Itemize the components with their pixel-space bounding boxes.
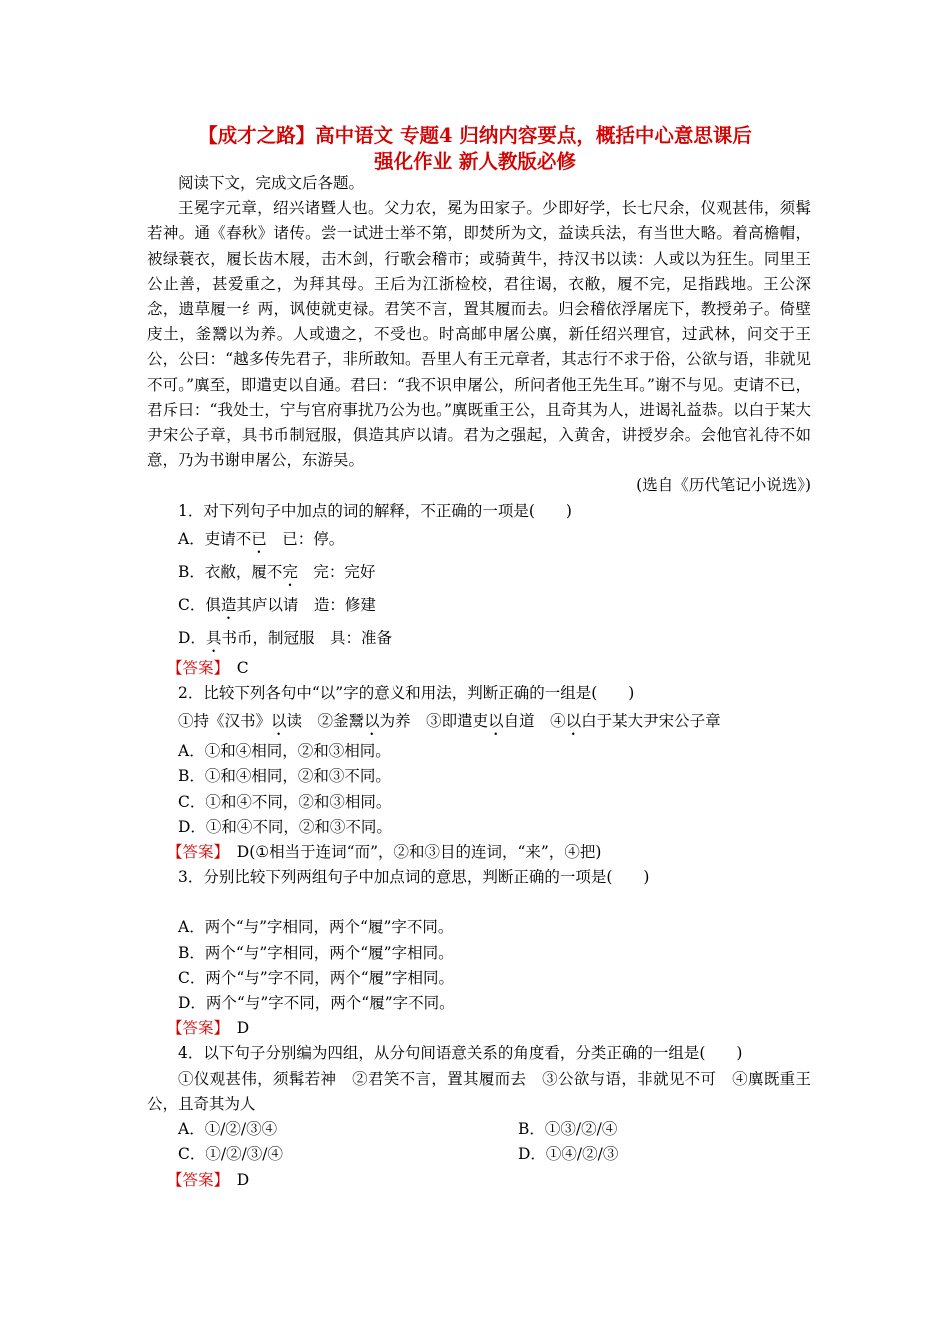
- dotted-word: 以: [271, 712, 287, 731]
- question-4-options-row-2: [147, 1142, 811, 1167]
- question-2-option-c: C．①和④不同，②和③相同。: [178, 792, 392, 811]
- question-1-option-c: C．俱造其庐以请 造：修建: [178, 595, 376, 614]
- question-2-option-a: A．①和④相同，②和③相同。: [178, 742, 391, 761]
- question-2-answer: [147, 840, 811, 865]
- title-line-1: 【成才之路】高中语文 专题4 归纳内容要点，概括中心意思课后: [198, 124, 752, 147]
- question-1-answer: [147, 656, 811, 681]
- question-3-option-c: C．两个“与”字不同，两个“履”字相同。: [178, 968, 455, 987]
- answer-text: D: [236, 1170, 250, 1189]
- answer-label: 【答案】: [167, 843, 222, 862]
- question-4-option-a: A．①/②/③④: [178, 1120, 278, 1139]
- question-4-option-b: B．①③/②/④: [518, 1120, 618, 1139]
- question-2-sentences: ①持《汉书》以读 ②釜鬵以为养 ③即遣吏以自道 ④以白于某大尹宋公子章: [178, 712, 721, 731]
- question-1-option-b: B．衣敝，履不完 完：完好: [178, 562, 376, 581]
- question-1-stem: 1．对下列句子中加点的词的解释，不正确的一项是( ): [178, 501, 572, 520]
- title-line-2: 强化作业 新人教版必修: [374, 150, 576, 173]
- question-2-stem: 2．比较下列各句中“以”字的意义和用法，判断正确的一组是( ): [178, 684, 635, 703]
- answer-label: 【答案】: [167, 1170, 222, 1189]
- question-4-stem: 4．以下句子分别编为四组，从分句间语意关系的角度看，分类正确的一组是( ): [178, 1044, 743, 1063]
- dotted-word: 具: [205, 628, 222, 647]
- dotted-word: 完: [282, 562, 298, 581]
- question-3-answer: [147, 1016, 811, 1041]
- question-2-option-b: B．①和④相同，②和③不同。: [178, 767, 391, 786]
- question-3-option-a: A．两个“与”字相同，两个“履”字不同。: [178, 918, 454, 937]
- answer-text: C: [236, 658, 249, 677]
- question-4-sentences: ①仪观甚伟，须髯若神 ②君笑不言，置其履而去 ③公欲与语，非就见不可 ④廙既重王公，且奇其为人: [147, 1069, 811, 1113]
- question-1-option-d: D．具书币，制冠服 具：准备: [178, 628, 392, 647]
- document-title: [120, 123, 830, 175]
- question-2-option-d: D．①和④不同，②和③不同。: [178, 817, 392, 836]
- dotted-word: 造: [220, 595, 237, 614]
- reading-instruction: 阅读下文，完成文后各题。: [178, 174, 365, 192]
- question-4-answer: [147, 1168, 811, 1193]
- question-4-option-d: D．①④/②/③: [518, 1145, 619, 1164]
- blank-space: [147, 890, 811, 915]
- passage-source: (选自《历代笔记小说选》): [636, 476, 811, 495]
- answer-text: D: [236, 1019, 250, 1038]
- question-1-option-a: A．吏请不已 已：停。: [178, 529, 345, 548]
- answer-label: 【答案】: [167, 658, 222, 677]
- question-3-option-b: B．两个“与”字相同，两个“履”字相同。: [178, 943, 454, 962]
- document-body: [147, 171, 811, 1193]
- classical-passage: 王冕字元章，绍兴诸暨人也。父力农，冕为田家子。少即好学，长七尺余，仪观甚伟，须髯若神。通《春秋》诸传。尝一试进士举不第，即焚所为文，益读兵法，有当世大略。着高檐帽，被绿蓑衣，履长齿木屐，击木剑，行歌会稽市；或骑黄牛，持汉书以读：人或以为狂生。同里王公止善，甚爱重之，为拜其母。王后为江浙检校，君往谒，衣敝，履不完，足指践地。王公深念，遗草履一纟两，讽使就吏禄。君笑不言，置其履而去。归会稽依浮屠庑下，教授弟子。倚壁庋土，釜鬵以为养。人或遗之，不受也。时高邮申屠公廙，新任绍兴理官，过武林，问交于王公，公曰：“越多传先君子，非所敢知。吾里人有王元章者，其志行不求于俗，公欲与语，非就见不可。”廙至，即遣吏以自通。君曰：“我不识申屠公，所问者他王先生耳。”谢不与见。吏请不已，君斥曰：“我处士，宁与官府事扰乃公为也。”廙既重王公，且奇其为人，进谒礼益恭。以白于某大尹宋公子章，具书币制冠服，俱造其庐以请。君为之强起，入黄舍，讲授岁余。会他官礼待不如意，乃为书谢申屠公，东游吴。: [147, 199, 811, 470]
- question-4-options-row-1: [147, 1117, 811, 1142]
- dotted-word: 已: [251, 529, 267, 548]
- dotted-word: 以: [488, 712, 504, 731]
- question-4-option-c: C．①/②/③/④: [178, 1145, 284, 1164]
- question-3-stem: 3．分别比较下列两组句子中加点词的意思，判断正确的一项是( ): [178, 868, 650, 887]
- question-3-option-d: D．两个“与”字不同，两个“履”字不同。: [178, 994, 455, 1013]
- answer-label: 【答案】: [167, 1019, 222, 1038]
- dotted-word: 以: [565, 712, 582, 731]
- answer-text: D(①相当于连词“而”，②和③目的连词，“来”，④把): [236, 843, 602, 862]
- dotted-word: 以: [364, 712, 380, 731]
